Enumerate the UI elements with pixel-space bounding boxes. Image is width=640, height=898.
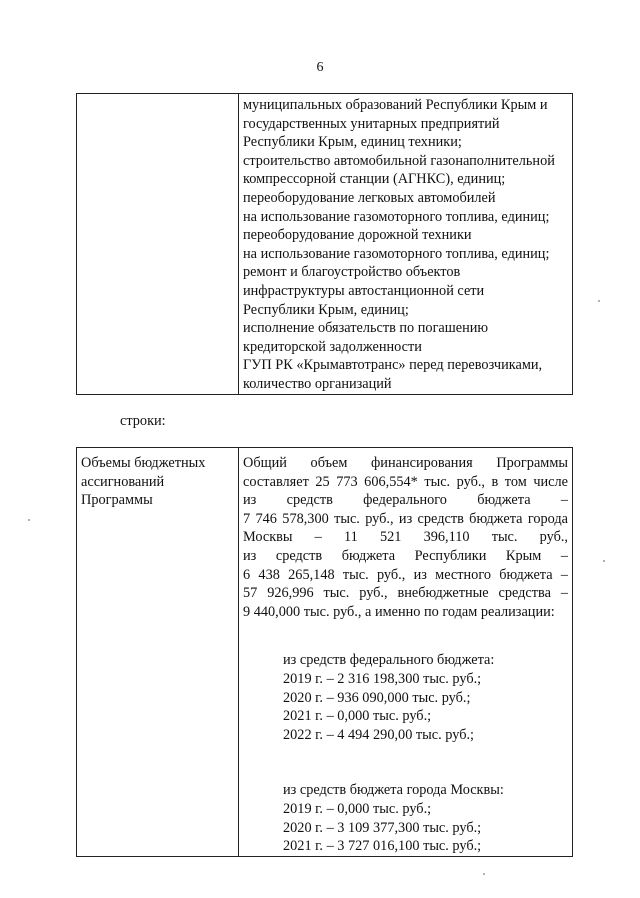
text-line: на использование газомоторного топлива, единиц; [243,208,550,225]
scan-speck [28,519,30,521]
text-line: переоборудование легковых автомобилей [243,189,496,206]
summary-line: 7 746 578,300 тыс. руб., из средств бюджета города [243,510,568,527]
federal-year-line: 2019 г. – 2 316 198,300 тыс. руб.; [283,670,482,687]
moscow-budget-heading: из средств бюджета города Москвы: [283,782,504,799]
federal-year-line: 2020 г. – 936 090,000 тыс. руб.; [283,689,471,706]
text-line: компрессорной станции (АГНКС), единиц; [243,171,506,188]
summary-line: 6 438 265,148 тыс. руб., из местного бюджета – [243,566,568,583]
text-line: ремонт и благоустройство объектов [243,264,461,281]
row-title-line: Программы [81,492,153,509]
scan-speck [603,560,605,562]
table-cell-empty [77,94,239,395]
federal-budget-heading: из средств федерального бюджета: [283,652,495,669]
summary-line: составляет 25 773 606,554* тыс. руб., в том числе [243,473,568,490]
moscow-year-line: 2020 г. – 3 109 377,300 тыс. руб.; [283,819,482,836]
row-title-line: Объемы бюджетных [81,455,206,471]
page-number: 6 [316,60,324,75]
text-line: количество организаций [243,375,392,392]
text-line: Республики Крым, единиц; [243,301,409,318]
scan-speck [483,873,485,875]
summary-line: из средств федерального бюджета – [243,492,568,509]
summary-line: из средств бюджета Республики Крым – [243,547,568,564]
section-label: строки: [120,413,166,429]
summary-line: Общий объем финансирования Программы [243,455,568,471]
text-line: строительство автомобильной газонаполнительной [243,152,555,169]
budget-table [76,447,573,857]
text-line: кредиторской задолженности [243,338,422,355]
scan-speck [598,300,600,302]
text-line: государственных унитарных предприятий [243,115,500,132]
moscow-year-line: 2019 г. – 0,000 тыс. руб.; [283,800,432,817]
text-line: переоборудование дорожной техники [243,227,472,244]
moscow-year-line: 2021 г. – 3 727 016,100 тыс. руб.; [283,838,482,855]
federal-year-line: 2021 г. – 0,000 тыс. руб.; [283,708,432,725]
text-line: муниципальных образований Республики Крым и [243,97,548,113]
row-title-line: ассигнований [81,473,165,490]
table-cell-content [239,94,573,395]
budget-details-cell [239,448,573,857]
text-line: исполнение обязательств по погашению [243,320,489,337]
text-line: ГУП РК «Крымавтотранс» перед перевозчиками, [243,357,543,374]
table-row [77,448,573,857]
summary-line: 57 926,996 тыс. руб., внебюджетные средства – [243,585,568,602]
summary-line: 9 440,000 тыс. руб., а именно по годам реализации: [243,603,555,620]
row-title-cell [77,448,239,857]
federal-budget-block [283,651,568,744]
continuation-table [76,93,573,395]
text-line: инфраструктуры автостанционной сети [243,282,485,299]
text-line: Республики Крым, единиц техники; [243,134,462,151]
summary-line: Москвы – 11 521 396,110 тыс. руб., [243,529,568,546]
federal-year-line: 2022 г. – 4 494 290,00 тыс. руб.; [283,726,475,743]
text-line: на использование газомоторного топлива, единиц; [243,245,550,262]
moscow-budget-block [283,781,568,855]
table-row [77,94,573,395]
